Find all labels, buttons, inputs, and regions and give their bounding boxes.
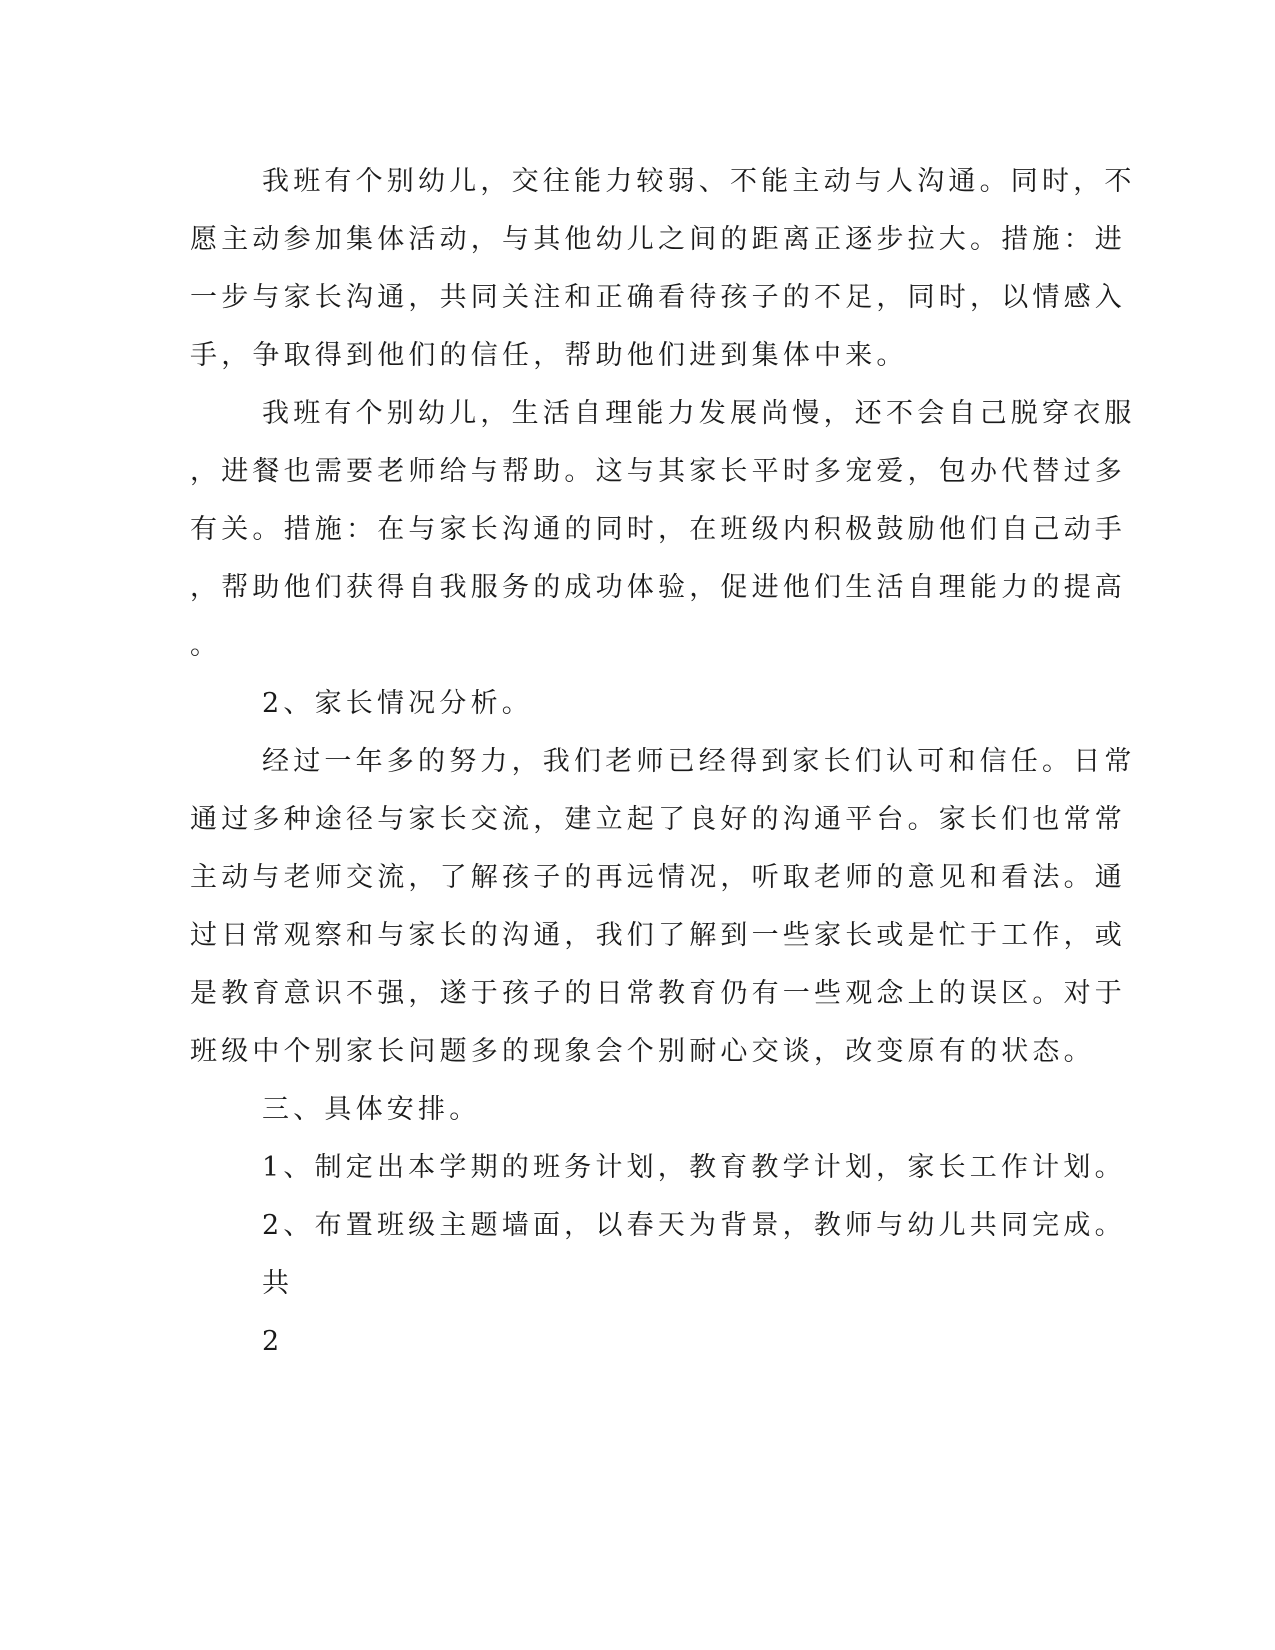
paragraph-3-line-4: 过日常观察和与家长的沟通，我们了解到一些家长或是忙于工作，或 bbox=[190, 920, 1126, 951]
paragraph-3-line-1: 经过一年多的努力，我们老师已经得到家长们认可和信任。日常 bbox=[262, 746, 1136, 777]
section-heading-parent-analysis: 2、家长情况分析。 bbox=[262, 688, 533, 719]
arrangement-item-1: 1、制定出本学期的班务计划，教育教学计划，家长工作计划。 bbox=[262, 1152, 1126, 1183]
paragraph-2-line-4: ，帮助他们获得自我服务的成功体验，促进他们生活自理能力的提高 bbox=[190, 572, 1126, 603]
paragraph-1-line-1: 我班有个别幼儿，交往能力较弱、不能主动与人沟通。同时，不 bbox=[262, 166, 1136, 197]
paragraph-1-line-2: 愿主动参加集体活动，与其他幼儿之间的距离正逐步拉大。措施：进 bbox=[190, 224, 1126, 255]
page-number: 2 bbox=[262, 1326, 284, 1357]
page-total-label: 共 bbox=[262, 1268, 294, 1299]
paragraph-2-line-3: 有关。措施：在与家长沟通的同时，在班级内积极鼓励他们自己动手 bbox=[190, 514, 1126, 545]
arrangement-item-2: 2、布置班级主题墙面，以春天为背景，教师与幼儿共同完成。 bbox=[262, 1210, 1126, 1241]
paragraph-3-line-2: 通过多种途径与家长交流，建立起了良好的沟通平台。家长们也常常 bbox=[190, 804, 1126, 835]
paragraph-1-line-4: 手，争取得到他们的信任，帮助他们进到集体中来。 bbox=[190, 340, 908, 371]
paragraph-2-line-2: ，进餐也需要老师给与帮助。这与其家长平时多宠爱，包办代替过多 bbox=[190, 456, 1126, 487]
paragraph-2-line-5: 。 bbox=[190, 630, 222, 661]
paragraph-2-line-1: 我班有个别幼儿，生活自理能力发展尚慢，还不会自己脱穿衣服 bbox=[262, 398, 1136, 429]
paragraph-3-line-6: 班级中个别家长问题多的现象会个别耐心交谈，改变原有的状态。 bbox=[190, 1036, 1095, 1067]
section-heading-arrangements: 三、具体安排。 bbox=[262, 1094, 481, 1125]
paragraph-3-line-3: 主动与老师交流，了解孩子的再远情况，听取老师的意见和看法。通 bbox=[190, 862, 1126, 893]
paragraph-3-line-5: 是教育意识不强，遂于孩子的日常教育仍有一些观念上的误区。对于 bbox=[190, 978, 1126, 1009]
paragraph-1-line-3: 一步与家长沟通，共同关注和正确看待孩子的不足，同时，以情感入 bbox=[190, 282, 1126, 313]
